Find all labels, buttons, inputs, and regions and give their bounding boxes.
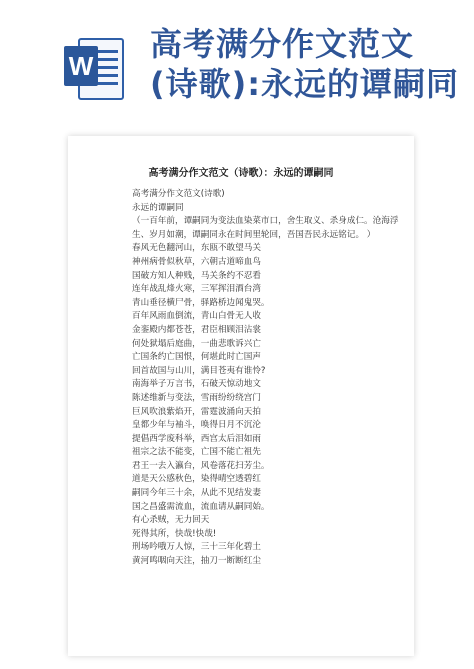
poem-intro: （一百年前，谭嗣同为变法血染菜市口，舍生取义、杀身成仁。沧海浮生、岁月如潮，谭嗣同永在时间里轮回，吾国吾民永远铭记。 ） — [132, 216, 399, 240]
poem-line: 巨风吹浪紫焰开，雷霆波涌向天拍 — [132, 406, 261, 417]
poem-verses — [132, 242, 400, 568]
document-body — [132, 188, 400, 569]
poem-title: 永远的谭嗣同 — [132, 202, 184, 213]
poem-line: 春风无色翻河山，东瓯不敢望马关 — [132, 243, 261, 254]
poem-line: 有心杀贼，无力回天 — [132, 515, 210, 526]
poem-line: 连年战乱烽火寒，三军挥泪酒台湾 — [132, 284, 261, 295]
document-page — [68, 136, 414, 656]
poem-line: 君王一去入瀛台，风卷落花扫芳尘。 — [132, 460, 270, 471]
poem-line: 嗣同今年三十余，从此不见结发妻 — [132, 488, 261, 499]
poem-line: 皇都少年与袖斗，唤得日月不沉沦 — [132, 420, 261, 431]
page-title — [150, 24, 470, 104]
poem-line: 何处狱塌后庭曲，一曲悲歌诉兴亡 — [132, 338, 261, 349]
header — [0, 0, 474, 118]
poem-line: 陈述维新与变法，雪雨纷纷绕宫门 — [132, 392, 261, 403]
poem-line: 道是天公感秋色，染得晴空透碧红 — [132, 474, 261, 485]
poem-line: 金銮殿内都苍苍，君臣相顾泪沾裳 — [132, 324, 261, 335]
document-subheading: 高考满分作文范文(诗歌) — [132, 189, 225, 199]
poem-line: 神州病骨似秋草，六朝古道啼血鸟 — [132, 256, 261, 267]
poem-line: 祖宗之法不能变，亡国不能亡祖先 — [132, 447, 261, 458]
poem-line: 国破方知人种贱，马关条约不忍看 — [132, 270, 261, 281]
page-title-line-1: 高考满分作文范文 — [150, 25, 415, 63]
poem-line: 国之昌盛需流血，流血请从嗣同始。 — [132, 501, 270, 512]
document-heading: 高考满分作文范文（诗歌）：永远的谭嗣同 — [148, 168, 334, 179]
word-badge-icon: W — [64, 46, 98, 86]
poem-line: 南海举子万言书，石破天惊动地文 — [132, 379, 261, 390]
poem-line: 提倡西学废科举，西宫太后泪如雨 — [132, 433, 261, 444]
page-title-line-2: (诗歌):永远的谭嗣同 — [150, 65, 460, 103]
poem-line: 回首故国与山川，满目苍夷有谁怜? — [132, 365, 266, 376]
poem-line: 青山垂径横尸骨，驿路桥边闻鬼哭。 — [132, 297, 270, 308]
poem-line: 死得其所，快哉!快哉! — [132, 528, 217, 539]
poem-line: 刑场吟哦万人惊，三十三年化碧土 — [132, 542, 261, 553]
poem-line: 黄河鸣咽向天注，抽刀一断断红尘 — [132, 556, 261, 567]
word-document-icon — [64, 34, 126, 104]
poem-line: 亡国条约亡国恨，何堪此时亡国声 — [132, 352, 261, 363]
poem-line: 百年风雨血倒流，青山白骨无人收 — [132, 311, 261, 322]
